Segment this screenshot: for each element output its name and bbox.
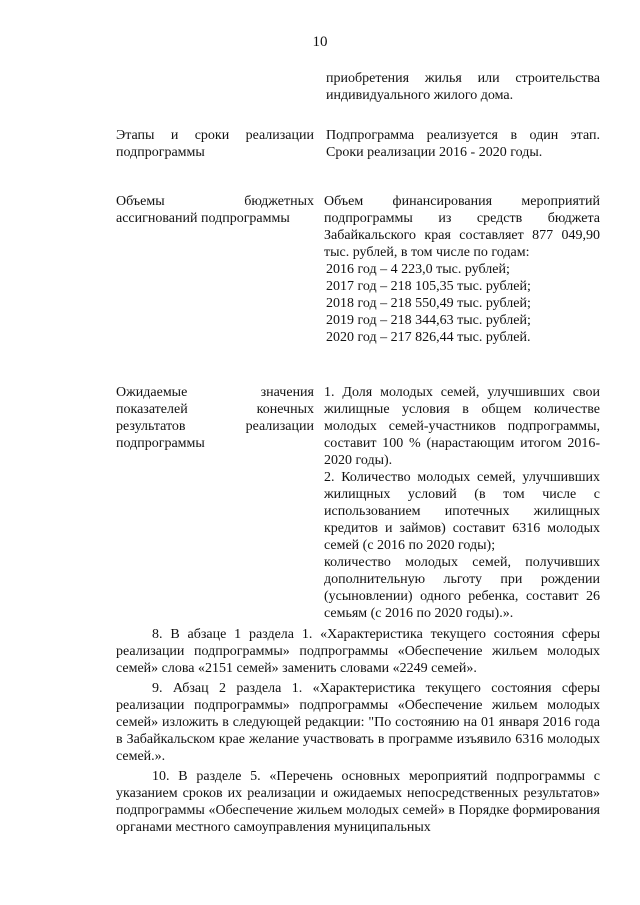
funding-year-2017: 2017 год – 218 105,35 тыс. рублей;	[326, 279, 531, 294]
result-item-1: 1. Доля молодых семей, улучшивших свои жилищные условия в общем количестве молодых семей-участников подпрограммы, составит 100 % (нарастающим итогом 2016-2020 годы).	[324, 385, 600, 468]
value-line: индивидуального жилого дома.	[326, 88, 514, 103]
paragraph-8: 8. В абзаце 1 раздела 1. «Характеристика текущего состояния сферы реализации подпрограммы» подпрограммы «Обеспечение жильем молодых семей» слова «2151 семей» заменить словами «2249 семей».	[116, 627, 600, 676]
stages-label: Этапы и сроки реализации подпрограммы	[116, 128, 314, 160]
value-line: приобретения жилья или строительства	[326, 71, 600, 86]
results-label: Ожидаемые значения показателей конечных результатов реализации подпрограммы	[116, 385, 314, 451]
funding-text: Объем финансирования мероприятий подпрограммы из средств бюджета Забайкальского края составляет 877 049,90 тыс. рублей, в том числе по годам:	[324, 194, 600, 260]
value-line: Подпрограмма реализуется в один этап.	[326, 128, 600, 143]
funding-value	[324, 193, 600, 346]
results-value	[324, 384, 600, 622]
result-item-3: количество молодых семей, получивших дополнительную льготу при рождении (усыновлении) одного ребенка, составит 26 семьям (с 2016 по 2020 годы).».	[324, 555, 600, 621]
result-item-2: 2. Количество молодых семей, улучшивших жилищных условий (в том числе с использованием ипотечных жилищных кредитов и займов) составит 6316 молодых семей (с 2016 по 2020 годы);	[324, 470, 600, 553]
funding-year-2018: 2018 год – 218 550,49 тыс. рублей;	[326, 296, 531, 311]
funding-label: Объемы бюджетных ассигнований подпрограммы	[116, 194, 314, 226]
paragraph-10: 10. В разделе 5. «Перечень основных мероприятий подпрограммы с указанием сроков их реализации и ожидаемых непосредственных результатов» подпрограммы «Обеспечение жильем молодых семей» в Порядке формирования органами местного самоуправления муниципальных	[116, 769, 600, 835]
page-number: 10	[312, 34, 328, 50]
stages-value	[324, 127, 600, 161]
funding-year-2019: 2019 год – 218 344,63 тыс. рублей;	[326, 313, 531, 328]
continuation-value	[324, 70, 600, 104]
value-line: Сроки реализации 2016 - 2020 годы.	[326, 145, 543, 160]
funding-year-2016: 2016 год – 4 223,0 тыс. рублей;	[326, 262, 510, 277]
funding-year-2020: 2020 год – 217 826,44 тыс. рублей.	[326, 330, 531, 345]
paragraph-9: 9. Абзац 2 раздела 1. «Характеристика текущего состояния сферы реализации подпрограммы» подпрограммы «Обеспечение жильем молодых семей» изложить в следующей редакции: "По состоянию на 01 января 2016 года в Забайкальском крае желание участвовать в программе изъявило 6316 молодых семей.».	[116, 681, 600, 764]
